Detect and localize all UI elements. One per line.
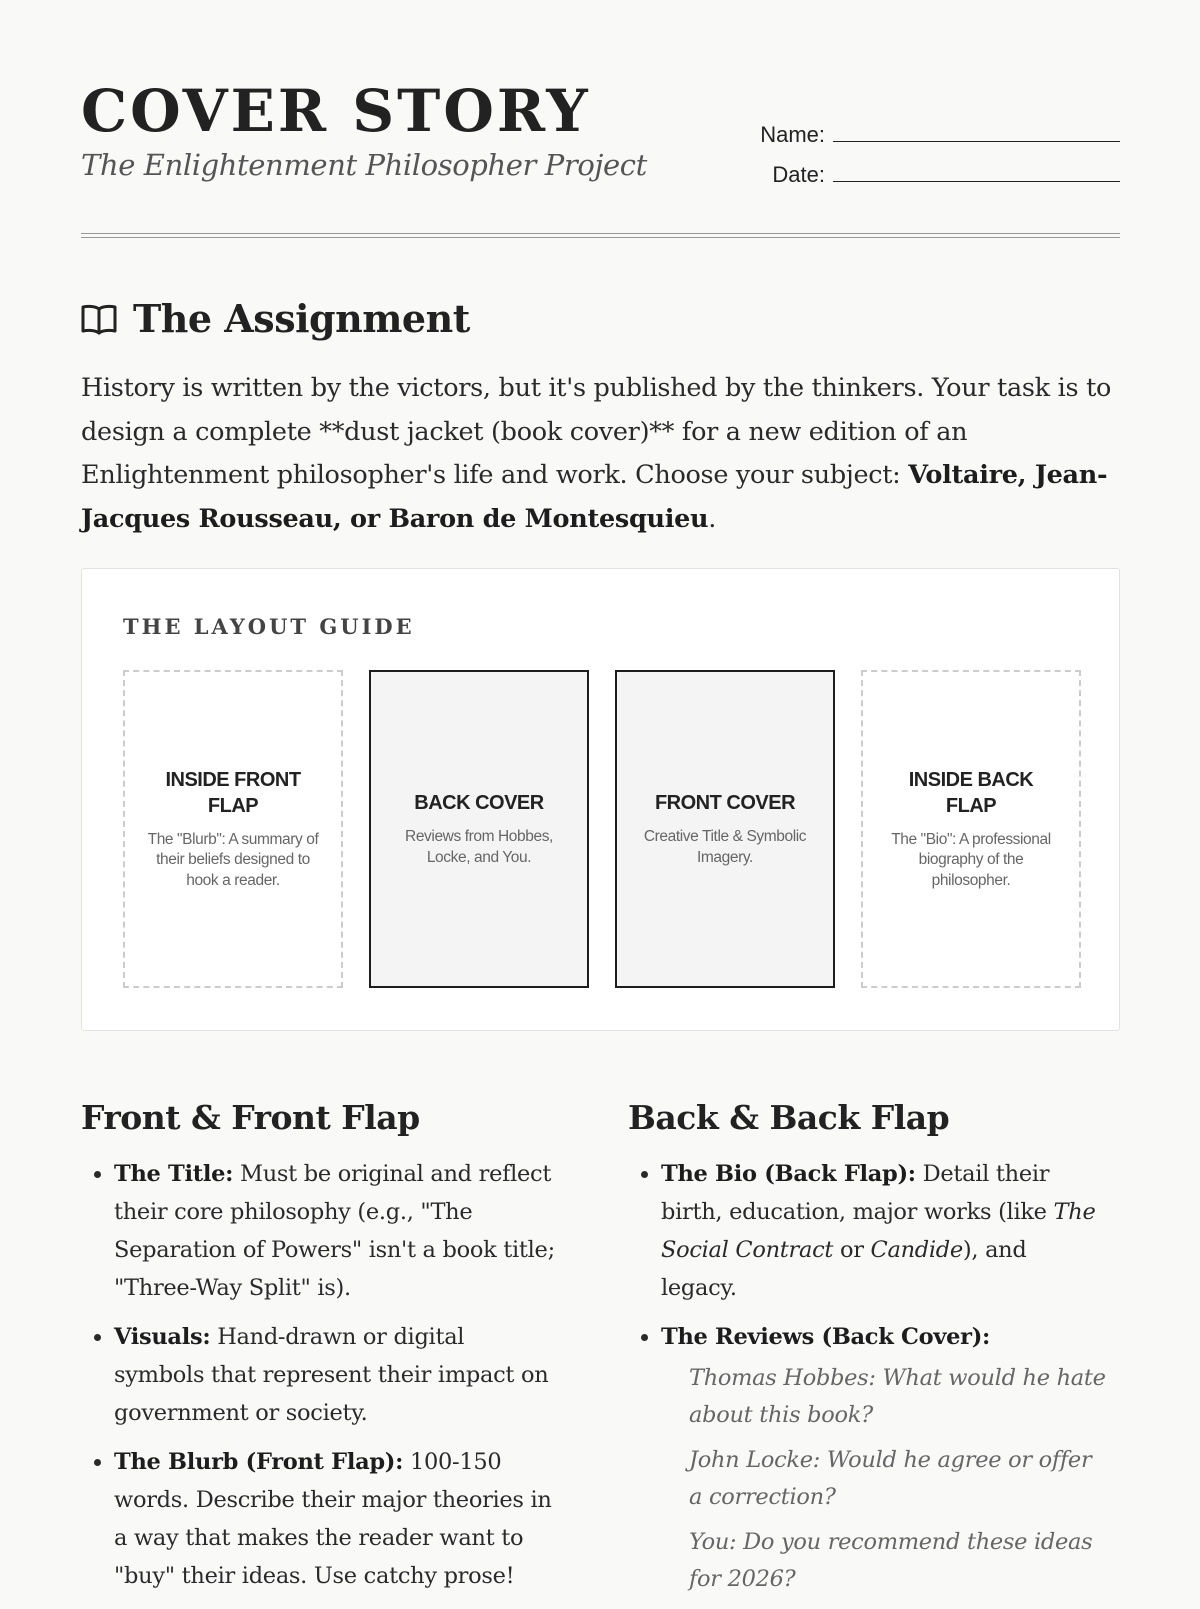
name-blank[interactable] [833,123,1120,142]
student-info [760,122,1120,202]
list-item [114,1155,561,1307]
list-item [661,1155,1108,1307]
intro-end: . [708,503,717,534]
header-divider [81,233,1120,238]
item-text: Detail their birth, education, major works (like [661,1161,1054,1225]
work-title: Candide [870,1237,963,1263]
back-heading: Back & Back Flap [628,1098,950,1137]
name-label: Name: [760,122,825,147]
layout-guide [81,568,1120,1031]
panel-description: The "Bio": A professional biography of the philosopher. [891,830,1051,889]
open-book-icon [81,303,117,335]
name-row [760,122,1120,148]
item-text: 100-150 words. Describe their major theories in a way that makes the reader want to "buy" their ideas. Use catchy prose! [114,1449,552,1589]
item-label: Visuals: [114,1324,211,1350]
list-item [114,1443,561,1595]
assignment-heading: The Assignment [133,296,470,341]
date-row [760,162,1120,188]
list-item [114,1318,561,1432]
front-list [81,1155,561,1595]
item-text: or [833,1237,871,1263]
panel-title: FRONT COVER [654,792,796,814]
intro-text: History is written by the victors, but it's published by the thinkers. Your task is to design a complete **dust jacket (book cover)** for a new edition of an Enlightenment philosopher's life and work. Choose your subject: [81,373,1112,490]
panel-title: BACK COVER [414,792,544,814]
page-subtitle: The Enlightenment Philosopher Project [81,148,647,182]
review-prompt: You: Do you recommend these ideas for 2026? [689,1529,1093,1592]
inside-back-flap-panel [861,670,1081,988]
assignment-intro [81,367,1120,541]
front-cover-panel [615,670,835,988]
item-label: The Title: [114,1161,234,1187]
back-section [628,1098,1108,1609]
assignment-header [81,296,470,341]
panel-title: INSIDE BACK FLAP [908,768,1034,817]
review-prompt: Thomas Hobbes: What would he hate about this book? [689,1365,1106,1428]
item-label: The Bio (Back Flap): [661,1161,916,1187]
layout-guide-title: THE LAYOUT GUIDE [123,614,415,639]
item-label: The Reviews (Back Cover): [661,1324,991,1350]
date-blank[interactable] [833,163,1120,182]
front-section [81,1098,561,1606]
work-title: The Social Contract [661,1199,1096,1263]
list-item [661,1318,1108,1598]
item-text: Must be original and reflect their core philosophy (e.g., "The Separation of Powers" isn't a book title; "Three-Way Split" is). [114,1161,555,1301]
reviews-list [661,1360,1108,1598]
item-label: The Blurb (Front Flap): [114,1449,404,1475]
review-prompt: John Locke: Would he agree or offer a correction? [689,1447,1092,1510]
back-cover-panel [369,670,589,988]
intro-subjects: Voltaire, Jean-Jacques Rousseau, or Baron de Montesquieu [81,460,1108,534]
panel-description: Creative Title & Symbolic Imagery. [643,828,807,866]
panel-description: The "Blurb": A summary of their beliefs designed to hook a reader. [147,830,319,889]
date-label: Date: [772,162,825,187]
panel-description: Reviews from Hobbes, Locke, and You. [405,828,553,866]
page-title: COVER STORY [81,77,591,145]
inside-front-flap-panel [123,670,343,988]
item-text: ), and legacy. [661,1237,1027,1301]
front-heading: Front & Front Flap [81,1098,420,1137]
back-list [628,1155,1108,1598]
item-text: Hand-drawn or digital symbols that represent their impact on government or society. [114,1324,549,1426]
panel-title: INSIDE FRONT FLAP [165,768,301,817]
